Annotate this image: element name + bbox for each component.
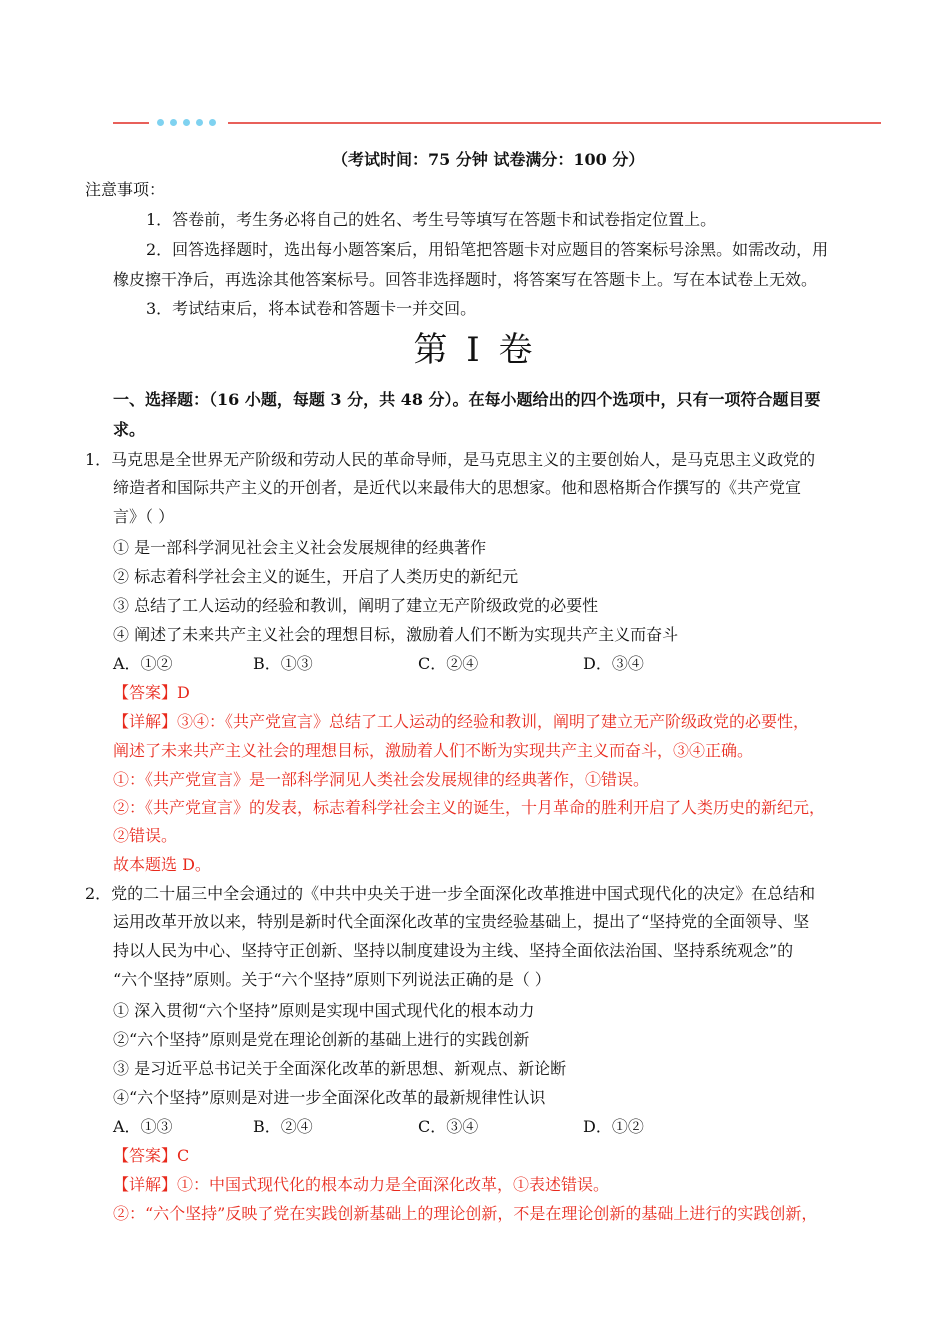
rule-dot bbox=[209, 119, 216, 126]
section-heading-cont: 求。 bbox=[113, 420, 146, 439]
notice-title: 注意事项： bbox=[85, 180, 166, 199]
q2-option-c: C．③④ bbox=[418, 1117, 479, 1136]
q1-statement-3: ③ 总结了工人运动的经验和教训，阐明了建立无产阶级政党的必要性 bbox=[113, 596, 599, 615]
notice-item-2-cont: 橡皮擦干净后，再选涂其他答案标号。回答非选择题时，将答案写在答题卡上。写在本试卷上无效。 bbox=[113, 270, 818, 289]
q1-option-d: D．③④ bbox=[583, 654, 644, 673]
q1-stem-end: 言》（ ） bbox=[113, 507, 175, 526]
q1-detail-3-cont: ②错误。 bbox=[113, 826, 178, 845]
q2-detail-1: 【详解】①：中国式现代化的根本动力是全面深化改革，①表述错误。 bbox=[113, 1175, 610, 1194]
notice-item-1: 1．答卷前，考生务必将自己的姓名、考生号等填写在答题卡和试卷指定位置上。 bbox=[146, 210, 717, 229]
q2-stem-cont-1: 运用改革开放以来，特别是新时代全面深化改革的宝贵经验基础上，提出了“坚持党的全面领导、坚 bbox=[113, 912, 810, 931]
q1-detail-2: ①：《共产党宣言》是一部科学洞见人类社会发展规律的经典著作，①错误。 bbox=[113, 770, 650, 789]
notice-item-2: 2．回答选择题时，选出每小题答案后，用铅笔把答题卡对应题目的答案标号涂黑。如需改动，用 bbox=[146, 240, 829, 259]
q1-answer: 【答案】D bbox=[113, 683, 190, 702]
rule-dots bbox=[157, 119, 216, 126]
q1-detail-1: 【详解】③④：《共产党宣言》总结了工人运动的经验和教训，阐明了建立无产阶级政党的必要性， bbox=[113, 712, 810, 731]
rule-segment-left bbox=[113, 122, 149, 124]
q2-statement-1: ① 深入贯彻“六个坚持”原则是实现中国式现代化的根本动力 bbox=[113, 1001, 535, 1020]
exam-info: （考试时间：75 分钟 试卷满分：100 分） bbox=[332, 150, 645, 169]
notice-item-3: 3．考试结束后，将本试卷和答题卡一并交回。 bbox=[146, 299, 477, 318]
q1-detail-3: ②：《共产党宣言》的发表，标志着科学社会主义的诞生，十月革命的胜利开启了人类历史的新纪元， bbox=[113, 798, 826, 817]
q1-detail-1-cont: 阐述了未来共产主义社会的理想目标，激励着人们不断为实现共产主义而奋斗，③④正确。 bbox=[113, 741, 754, 760]
q2-stem-cont-2: 持以人民为中心、坚持守正创新、坚持以制度建设为主线、坚持全面依法治国、坚持系统观念”的 bbox=[113, 941, 794, 960]
rule-dot bbox=[183, 119, 190, 126]
q1-option-a: A．①② bbox=[113, 654, 173, 673]
q2-answer: 【答案】C bbox=[113, 1146, 190, 1165]
q1-stem: 1．马克思是全世界无产阶级和劳动人民的革命导师，是马克思主义的主要创始人，是马克思主义政党的 bbox=[85, 450, 816, 469]
q2-statement-3: ③ 是习近平总书记关于全面深化改革的新思想、新观点、新论断 bbox=[113, 1059, 567, 1078]
rule-dot bbox=[196, 119, 203, 126]
q1-option-b: B．①③ bbox=[253, 654, 313, 673]
header-rule bbox=[113, 122, 881, 125]
q2-statement-2: ②“六个坚持”原则是党在理论创新的基础上进行的实践创新 bbox=[113, 1030, 530, 1049]
section-heading: 一、选择题：（16 小题，每题 3 分，共 48 分）。在每小题给出的四个选项中，只有一项符合题目要 bbox=[113, 390, 821, 409]
q2-stem: 2．党的二十届三中全会通过的《中共中央关于进一步全面深化改革推进中国式现代化的决定》在总结和 bbox=[85, 884, 816, 903]
volume-title: 第 I 卷 bbox=[413, 330, 537, 370]
rule-dot bbox=[170, 119, 177, 126]
q2-option-d: D．①② bbox=[583, 1117, 644, 1136]
q2-option-b: B．②④ bbox=[253, 1117, 313, 1136]
rule-dot bbox=[157, 119, 164, 126]
rule-segment-right bbox=[228, 122, 881, 124]
q1-statement-4: ④ 阐述了未来共产主义社会的理想目标，激励着人们不断为实现共产主义而奋斗 bbox=[113, 625, 679, 644]
q1-option-c: C．②④ bbox=[418, 654, 479, 673]
q2-detail-2: ②：“六个坚持”反映了党在实践创新基础上的理论创新，不是在理论创新的基础上进行的实践创新， bbox=[113, 1204, 818, 1223]
q1-stem-cont: 缔造者和国际共产主义的开创者，是近代以来最伟大的思想家。他和恩格斯合作撰写的《共产党宣 bbox=[113, 478, 802, 497]
q2-stem-end: “六个坚持”原则。关于“六个坚持”原则下列说法正确的是（ ） bbox=[113, 970, 551, 989]
q1-statement-2: ② 标志着科学社会主义的诞生，开启了人类历史的新纪元 bbox=[113, 567, 519, 586]
q2-option-a: A．①③ bbox=[113, 1117, 173, 1136]
q1-statement-1: ① 是一部科学洞见社会主义社会发展规律的经典著作 bbox=[113, 538, 487, 557]
q2-statement-4: ④“六个坚持”原则是对进一步全面深化改革的最新规律性认识 bbox=[113, 1088, 546, 1107]
q1-conclusion: 故本题选 D。 bbox=[113, 855, 211, 874]
